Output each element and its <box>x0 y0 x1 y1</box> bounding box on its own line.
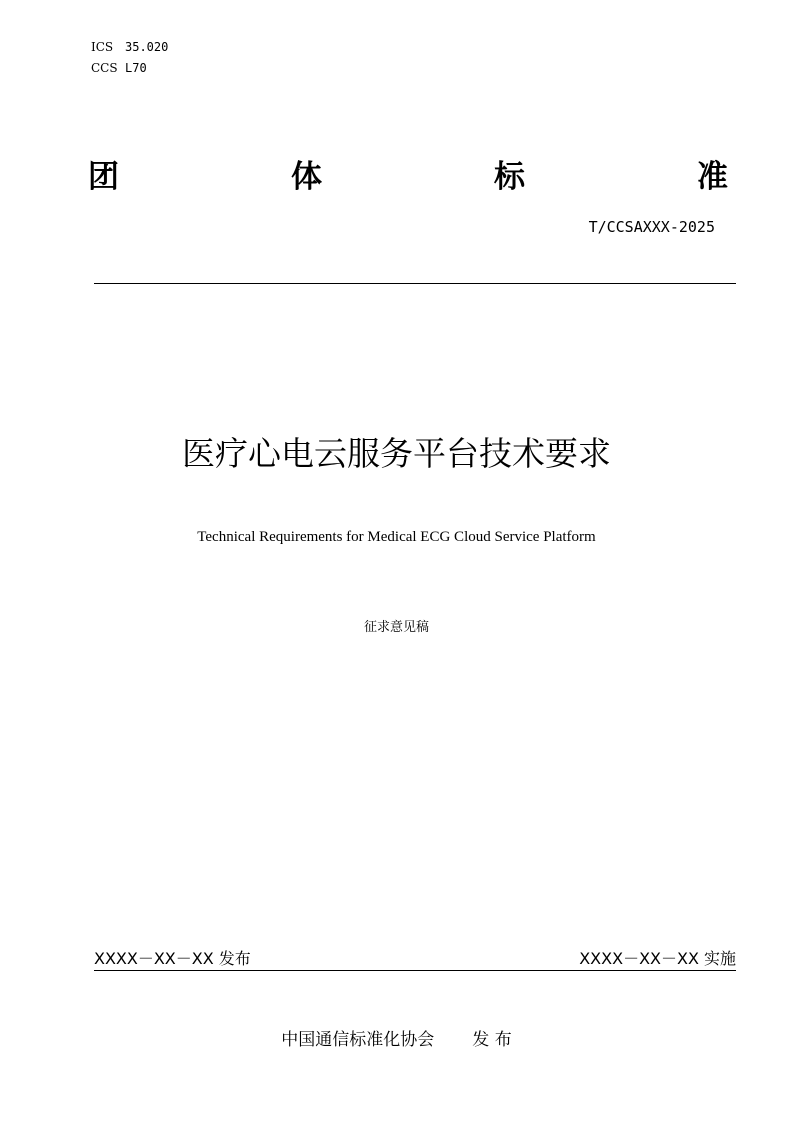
document-title-english: Technical Requirements for Medical ECG Cloud Service Platform <box>197 529 596 545</box>
ccs-label: CCS <box>91 61 118 75</box>
ccs-value: L70 <box>125 61 147 75</box>
bottom-divider <box>94 970 736 971</box>
standard-type-char: 准 <box>697 158 728 195</box>
standard-type-char: 标 <box>494 158 525 195</box>
standard-type-heading <box>88 152 728 194</box>
ics-line <box>91 40 168 54</box>
publish-date: XXXX－XX－XX 发布 <box>94 949 251 968</box>
standard-code: T/CCSAXXX-2025 <box>588 218 715 236</box>
ics-label: ICS <box>91 40 114 54</box>
publisher-name: 中国通信标准化协会 <box>281 1030 435 1050</box>
ics-value: 35.020 <box>125 40 169 54</box>
publisher-line <box>0 1025 793 1050</box>
top-divider <box>94 283 736 284</box>
document-title-chinese: 医疗心电云服务平台技术要求 <box>182 434 611 473</box>
publisher-action: 发 布 <box>472 1030 512 1050</box>
ccs-line <box>91 61 147 75</box>
implement-date: XXXX－XX－XX 实施 <box>579 949 736 968</box>
standard-type-char: 体 <box>291 158 322 195</box>
standard-type-char: 团 <box>88 158 119 195</box>
draft-status: 征求意见稿 <box>363 620 429 635</box>
